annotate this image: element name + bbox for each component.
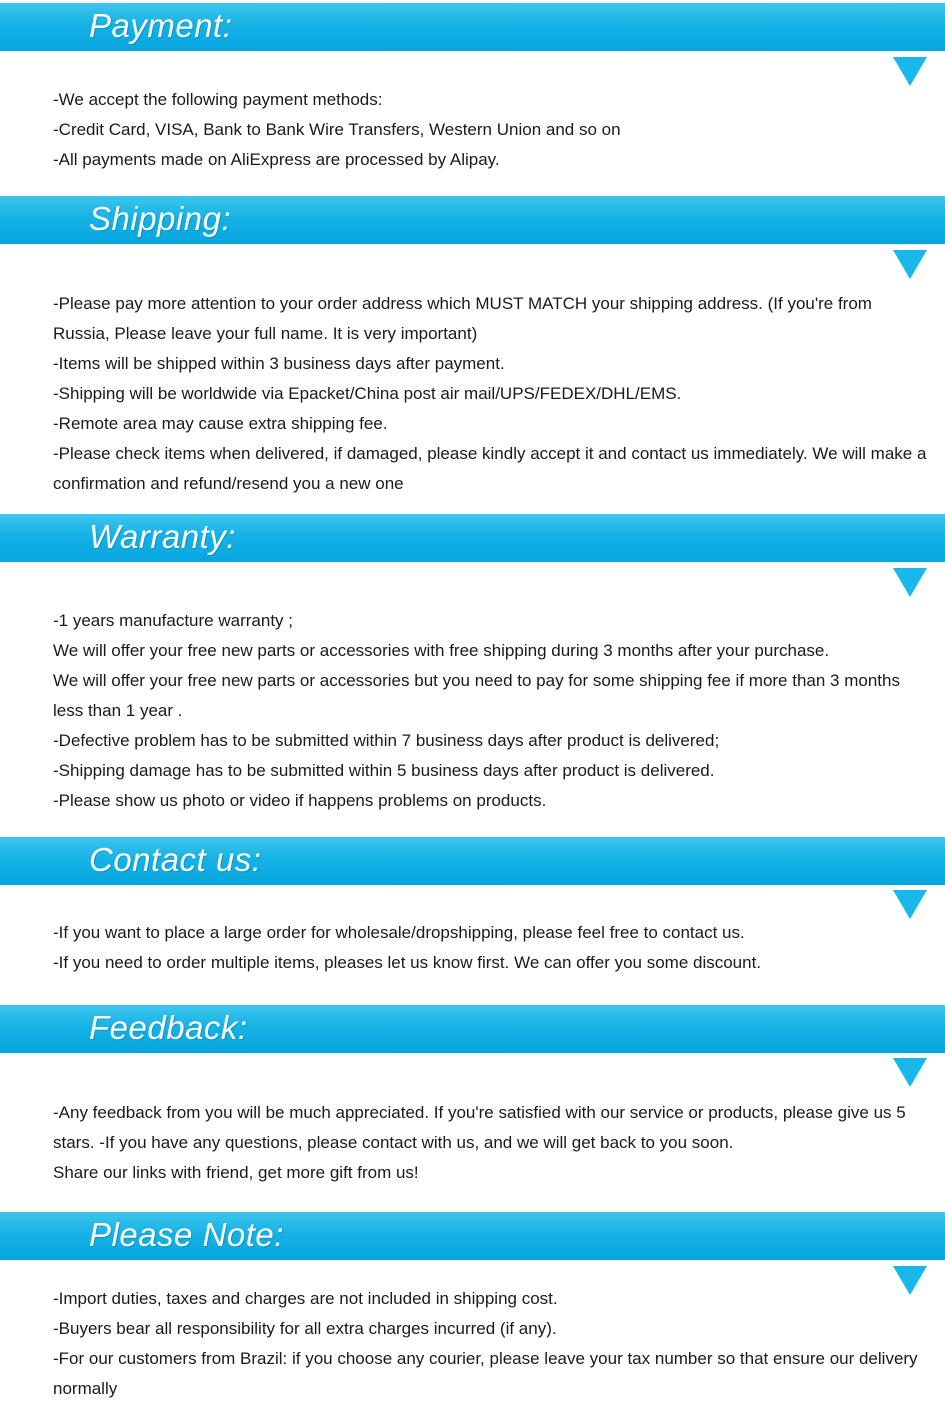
note-line: -Buyers bear all responsibility for all extra charges incurred (if any). <box>53 1319 557 1338</box>
feedback-title: Feedback: <box>89 1009 248 1046</box>
payment-title: Payment: <box>89 7 233 44</box>
shipping-line: -Remote area may cause extra shipping fee. <box>53 414 388 433</box>
contact-text <box>53 918 928 978</box>
warranty-line: -Defective problem has to be submitted within 7 business days after product is delivered; <box>53 731 720 750</box>
shipping-arrow-icon <box>893 250 927 279</box>
warranty-text <box>53 606 928 816</box>
payment-banner <box>0 3 945 51</box>
warranty-title: Warranty: <box>89 518 236 555</box>
shipping-line: -Shipping will be worldwide via Epacket/China post air mail/UPS/FEDEX/DHL/EMS. <box>53 384 682 403</box>
note-line: -Import duties, taxes and charges are not included in shipping cost. <box>53 1289 558 1308</box>
contact-banner <box>0 837 945 885</box>
warranty-banner <box>0 514 945 562</box>
feedback-banner <box>0 1005 945 1053</box>
payment-line: -Credit Card, VISA, Bank to Bank Wire Transfers, Western Union and so on <box>53 120 621 139</box>
shipping-line: -Please check items when delivered, if damaged, please kindly accept it and contact us immediately. We will make a confirmation and refund/resend you a new one <box>53 444 927 493</box>
contact-title: Contact us: <box>89 841 262 878</box>
warranty-line: -1 years manufacture warranty ; <box>53 611 293 630</box>
payment-arrow-icon <box>893 57 927 86</box>
warranty-line: We will offer your free new parts or accessories with free shipping during 3 months after your purchase. <box>53 641 830 660</box>
note-line: -For our customers from Brazil: if you choose any courier, please leave your tax number so that ensure our delivery normally <box>53 1349 918 1398</box>
note-title: Please Note: <box>89 1216 284 1253</box>
note-text <box>53 1284 928 1404</box>
feedback-arrow-icon <box>893 1058 927 1087</box>
warranty-line: -Shipping damage has to be submitted within 5 business days after product is delivered. <box>53 761 715 780</box>
contact-line: -If you want to place a large order for wholesale/dropshipping, please feel free to contact us. <box>53 923 745 942</box>
shipping-title: Shipping: <box>89 200 232 237</box>
note-banner <box>0 1212 945 1260</box>
feedback-line: -Any feedback from you will be much appreciated. If you're satisfied with our service or products, please give us 5 stars. -If you have any questions, please contact with us, and we will get back to you soon. <box>53 1103 906 1152</box>
payment-text <box>53 85 928 175</box>
warranty-line: -Please show us photo or video if happens problems on products. <box>53 791 547 810</box>
shipping-banner <box>0 196 945 244</box>
contact-line: -If you need to order multiple items, pleases let us know first. We can offer you some discount. <box>53 953 762 972</box>
feedback-text <box>53 1098 928 1188</box>
payment-line: -We accept the following payment methods: <box>53 90 383 109</box>
contact-arrow-icon <box>893 890 927 919</box>
feedback-line: Share our links with friend, get more gift from us! <box>53 1163 419 1182</box>
warranty-arrow-icon <box>893 568 927 597</box>
shipping-line: -Items will be shipped within 3 business days after payment. <box>53 354 505 373</box>
shipping-text <box>53 289 928 499</box>
payment-line: -All payments made on AliExpress are processed by Alipay. <box>53 150 500 169</box>
shipping-line: -Please pay more attention to your order address which MUST MATCH your shipping address. (If you're from Russia, Please leave your full name. It is very important) <box>53 294 872 343</box>
warranty-line: We will offer your free new parts or accessories but you need to pay for some shipping fee if more than 3 months less than 1 year . <box>53 671 900 720</box>
